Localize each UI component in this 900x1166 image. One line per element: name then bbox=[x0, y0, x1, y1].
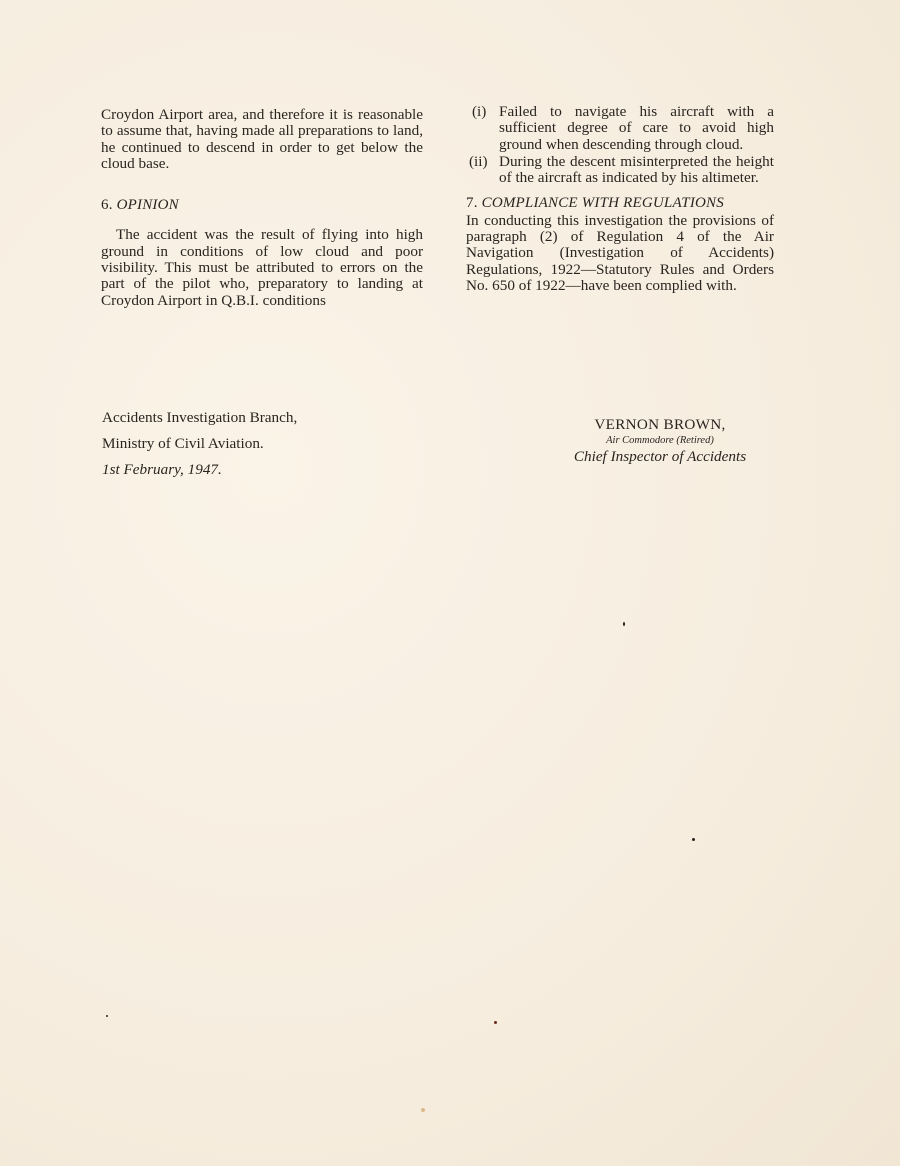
section-6-body: The accident was the result of flying into high ground in conditions of low cloud and poor visibility. This must be attributed to errors on the part of the pilot who, preparatory to landing at Croydon Airport in Q.B.I. conditions bbox=[101, 226, 423, 309]
bleed-through-decoration bbox=[330, 420, 343, 473]
finding-item bbox=[466, 154, 774, 187]
paper-speck bbox=[421, 1108, 425, 1112]
finding-item bbox=[466, 104, 774, 153]
finding-text: During the descent misinterpreted the height of the aircraft as indicated by his altimeter. bbox=[499, 152, 774, 187]
signatory-rank: Air Commodore (Retired) bbox=[606, 435, 714, 446]
section-7-body: In conducting this investigation the provisions of paragraph (2) of Regulation 4 of the Air Navigation (Investigation of Accidents) Regulations, 1922—Statutory Rules and Orders No. 650 of 1922—have been complied with. bbox=[466, 211, 774, 294]
section-7-title: COMPLIANCE WITH REGULATIONS bbox=[481, 195, 724, 212]
finding-text: Failed to navigate his aircraft with a sufficient degree of care to avoid high ground when descending through cloud. bbox=[499, 103, 774, 153]
paper-speck bbox=[494, 1021, 497, 1024]
section-7-number: 7. bbox=[466, 195, 478, 212]
signature-block bbox=[560, 416, 760, 466]
section-6-heading bbox=[101, 197, 423, 213]
section-6-number: 6. bbox=[101, 197, 113, 214]
section-6-title: OPINION bbox=[116, 197, 179, 214]
issue-date: 1st February, 1947. bbox=[102, 461, 222, 478]
continuation-paragraph: Croydon Airport area, and therefore it is reasonable to assume that, having made all preparations to land, he continued to descend in order to get below the cloud base. bbox=[101, 106, 423, 172]
signatory-name: VERNON BROWN, bbox=[594, 416, 726, 433]
paper-speck bbox=[106, 1015, 108, 1017]
paper-speck bbox=[623, 622, 625, 626]
issuing-office bbox=[102, 405, 297, 483]
office-line-1: Accidents Investigation Branch, bbox=[102, 409, 298, 426]
paper-speck bbox=[692, 838, 695, 841]
section-7-heading bbox=[466, 195, 774, 211]
left-column bbox=[101, 107, 423, 309]
finding-number: (ii) bbox=[469, 152, 488, 170]
office-line-2: Ministry of Civil Aviation. bbox=[102, 435, 264, 452]
signatory-title: Chief Inspector of Accidents bbox=[573, 448, 747, 465]
right-column bbox=[466, 104, 774, 294]
finding-number: (i) bbox=[472, 103, 487, 120]
